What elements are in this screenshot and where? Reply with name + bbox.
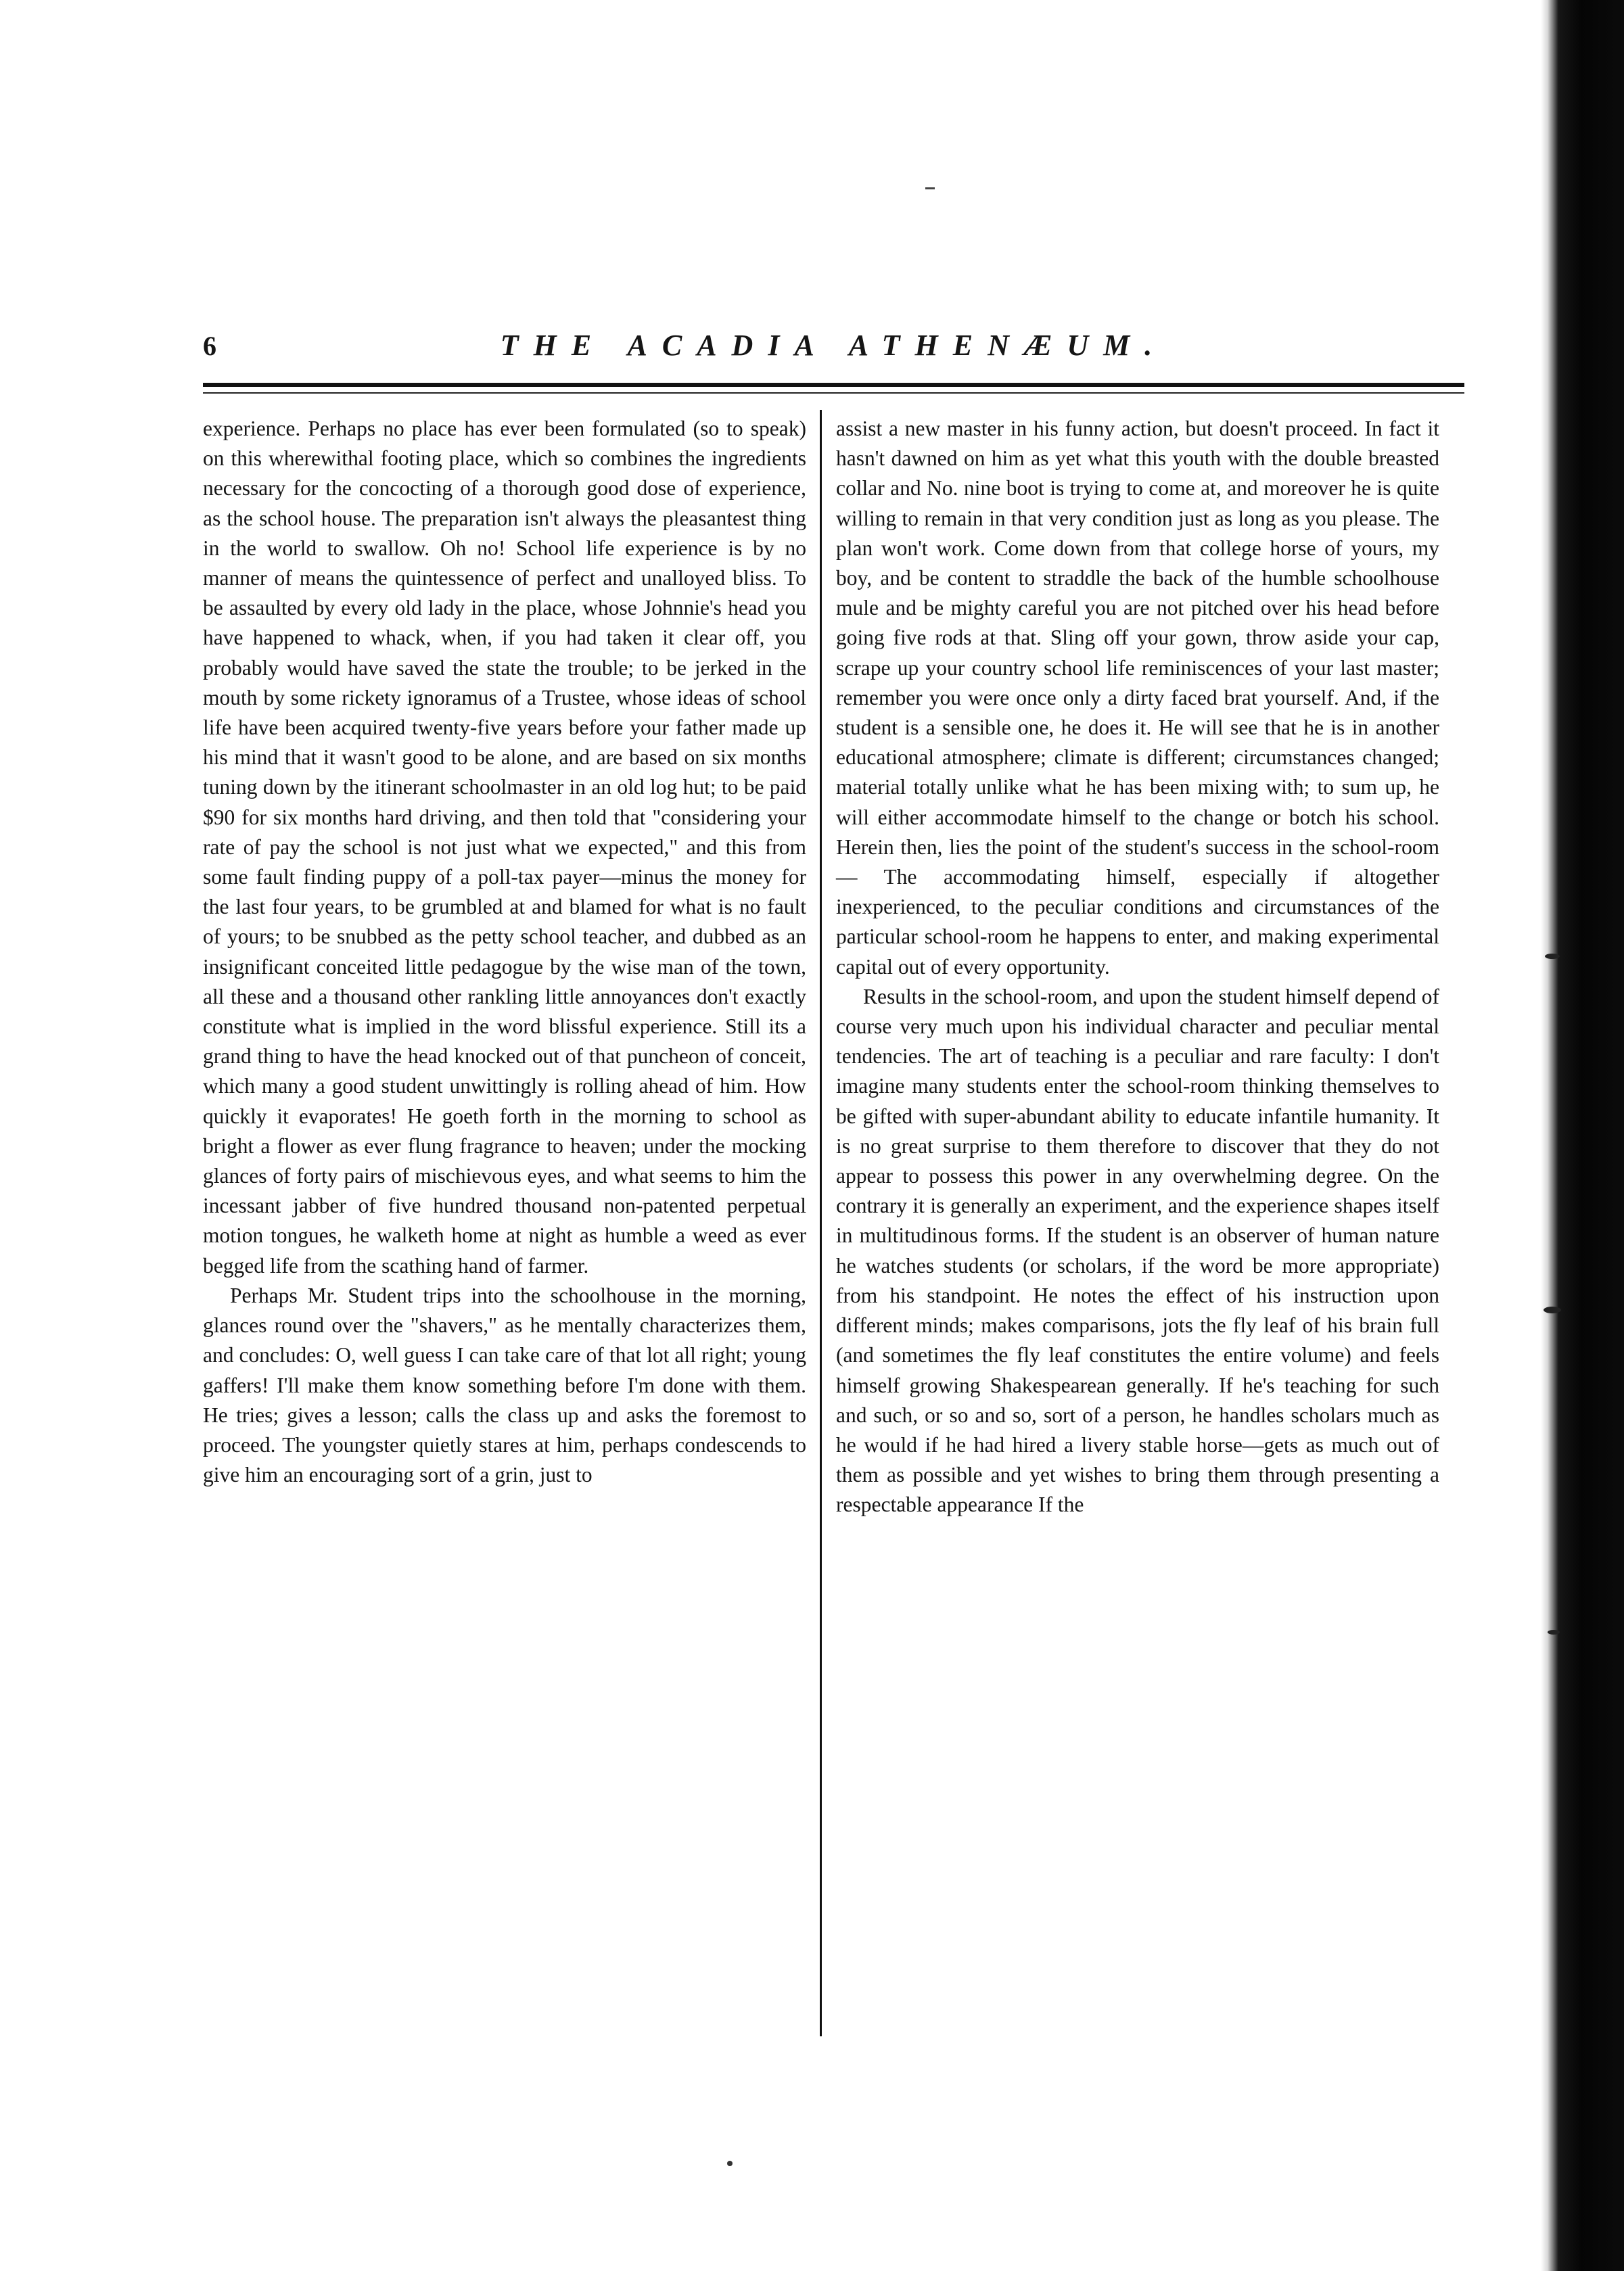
left-column [203, 414, 806, 1490]
right-paragraph-1: assist a new master in his funny action, but doesn't proceed. In fact it hasn't dawned on him as yet what this youth with the double breasted collar and No. nine boot is trying to come at, and moreover he is quite willing to remain in that very condition just as long as you please. The plan won't work. Come down from that college horse of yours, my boy, and be content to straddle the back of the humble schoolhouse mule and be mighty careful you are not pitched over his head before going five rods at that. Sling off your gown, throw aside your cap, scrape up your country school life reminiscences of your last master; remember you were once only a dirty faced brat yourself. And, if the student is a sensible one, he does it. He will see that he is in another educational atmosphere; climate is different; circumstances changed; material totally unlike what he has been mixing with; to sum up, he will either accommodate himself to the change or botch his school. Herein then, lies the point of the student's success in the school-room— The accommodating himself, especially if altogether inexperienced, to the peculiar conditions and circumstances of the particular school-room he happens to enter, and making experimental capital out of every opportunity. [836, 417, 1439, 979]
scan-dot [727, 2161, 733, 2166]
scan-mark [925, 187, 935, 189]
edge-speck [1548, 1630, 1560, 1635]
edge-speck [1544, 1307, 1561, 1313]
edge-speck [1545, 954, 1560, 959]
running-head: THE ACADIA ATHENÆUM. [500, 329, 1167, 362]
header-rule-thick [203, 383, 1464, 387]
page-number: 6 [203, 331, 216, 361]
right-column [836, 414, 1439, 1520]
left-paragraph-1: experience. Perhaps no place has ever been formulated (so to speak) on this wherewithal footing place, which so combines the ingredients necessary for the concocting of a thorough good dose of experience, as the school house. The preparation isn't always the pleasantest thing in the world to swallow. Oh no! School life experience is by no manner of means the quintessence of perfect and unalloyed bliss. To be assaulted by every old lady in the place, whose Johnnie's head you have happened to whack, when, if you had taken it clear off, you probably would have saved the state the trouble; to be jerked in the mouth by some rickety ignoramus of a Trustee, whose ideas of school life have been acquired twenty-five years before your father made up his mind that it wasn't good to be alone, and are based on six months tuning down by the itinerant schoolmaster in an old log hut; to be paid $90 for six months hard driving, and then told that "considering your rate of pay the school is not just what we expected," and this from some fault finding puppy of a poll-tax payer—minus the money for the last four years, to be grumbled at and blamed for what is no fault of yours; to be snubbed as the petty school teacher, and dubbed as an insignificant conceited little pedagogue by the wise man of the town, all these and a thousand other rankling little annoyances don't exactly constitute what is implied in the word blissful experience. Still its a grand thing to have the head knocked out of that puncheon of conceit, which many a good student unwittingly is rolling ahead of him. How quickly it evaporates! He goeth forth in the morning to school as bright a flower as ever flung fragrance to heaven; under the mocking glances of forty pairs of mischievous eyes, and what seems to him the incessant jabber of five hundred thousand non-patented perpetual motion tongues, he walketh home at night as humble a weed as ever begged life from the scathing hand of farmer. [203, 417, 806, 1278]
page-header [203, 325, 1464, 379]
binding-edge [1541, 0, 1624, 2271]
column-divider [820, 410, 822, 2036]
right-paragraph-2: Results in the school-room, and upon the student himself depend of course very much upon his individual character and peculiar mental tendencies. The art of teaching is a peculiar and rare faculty: I don't imagine many students enter the school-room thinking themselves to be gifted with super-abundant ability to educate infantile humanity. It is no great surprise to them therefore to discover that they do not appear to possess this power in any overwhelming degree. On the contrary it is generally an experiment, and the experience shapes itself in multitudinous forms. If the student is an observer of human nature he watches students (or scholars, if the word be more appropriate) from his standpoint. He notes the effect of his instruction upon different minds; makes comparisons, jots the fly leaf of his brain full (and sometimes the fly leaf constitutes the entire volume) and feels himself growing Shakespearean generally. If he's teaching for such and such, or so and so, sort of a person, he handles scholars much as he would if he had hired a livery stable horse—gets as much out of them as possible and yet wishes to bring them through presenting a respectable appearance If the [836, 984, 1439, 1517]
header-rule-thin [203, 392, 1464, 394]
left-paragraph-2: Perhaps Mr. Student trips into the schoolhouse in the morning, glances round over the "shavers," as he mentally characterizes them, and concludes: O, well guess I can take care of that lot all right; young gaffers! I'll make them know something before I'm done with them. He tries; gives a lesson; calls the class up and asks the foremost to proceed. The youngster quietly stares at him, perhaps condescends to give him an encouraging sort of a grin, just to [203, 1283, 806, 1487]
